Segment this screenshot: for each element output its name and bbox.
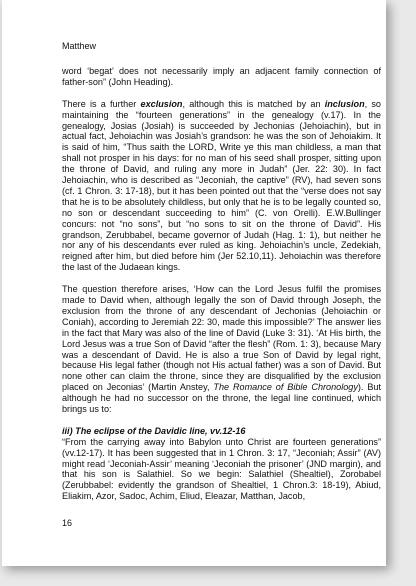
paragraph	[62, 284, 381, 415]
book-page	[2, 0, 386, 566]
text-run: The Romance of Bible Chronology	[213, 382, 358, 393]
text-run: word ‘begat’ does not necessarily imply an adjacent family connection of father-son” (John Heading).	[62, 66, 381, 87]
text-run: There is a further	[62, 98, 141, 109]
paragraph	[62, 99, 381, 274]
section-heading: iii) The eclipse of the Davidic line, vv.12-16	[62, 425, 246, 436]
text-run: inclusion	[324, 98, 365, 109]
text-run: The question therefore arises, ‘How can the Lord Jesus fulfil the promises made to David when, although legally the son of David through Joseph, the exclusion from the throne of any descendant of Jechonias (Jehoiachin or Coniah), according to Jeremiah 22: 30, made this impossible?’ The answer lies in the fact that Mary was also of the line of David (Luke 3: 31). ‘At His birth, the Lord Jesus was a true Son of David “after the flesh” (Rom. 1: 3), because Mary was a descendant of David. He is also a true Son of David by legal right, because His legal father (though not His actual father) was a son of David. But none other can claim the throne, since they are disqualified by the exclusion placed on Jeconias’ (Martin Anstey,	[62, 284, 381, 393]
text-run: exclusion	[140, 98, 183, 109]
paragraph	[62, 66, 381, 88]
text-run: , although this is matched by an	[182, 98, 325, 109]
text-run: , so maintaining the “fourteen generations” in the genealogy (v.17). In the genealogy, Josias (Josiah) is succeeded by Jechonias (Jehoiachin), but in actual fact, Jehoiachin was Josiah’s grandson: he was the son of Jehoiakim. It is said of him, “Thus saith the LORD, Write ye this man childless, a man that shall not prosper in his days: for no man of his seed shall prosper, sitting upon the throne of David, and ruling any more in Judah” (Jer. 22: 30). In fact Jehoiachin, who is described as “Jeconiah, the captive” (RV), had seven sons (cf. 1 Chron. 3: 17-18), but it has been pointed out that the “verse does not say that he is to be absolutely childless, but only that he is to be legally counted so, no son or descendant succeeding to him” (C. von Orelli). E.W.Bullinger concurs: not “no sons”, but “no sons to sit on the throne of David”. His grandson, Zerubbabel, became governor of Judah (Hag. 1: 1), but neither he nor any of his descendants ever ruled as king. Jehoiachin’s uncle, Zedekiah, reigned after him, but died before him (Jer 52.10,11). Jehoiachin was therefore the last of the Judaean kings.	[62, 98, 381, 273]
text-run: ). But although he had no successor on the throne, the legal line continued, which brings us to:	[62, 382, 381, 415]
paragraph-last: “From the carrying away into Babylon unto Christ are fourteen generations” (vv.12-17). It has been suggested that in 1 Chron. 3: 17, “Jeconiah; Assir” (AV) might read ‘Jeconiah-Assir’ meaning ‘Jeconiah the prisoner’ (JND margin), and that his son is Salathiel. So we begin: Salathiel (Shealtiel), Zorobabel (Zerubbabel: evidently the grandson of Shealtiel, 1 Chron.3: 18-19), Abiud, Eliakim, Azor, Sadoc, Achim, Eliud, Eleazar, Matthan, Jacob,	[62, 436, 381, 502]
page-number: 16	[62, 518, 73, 528]
running-header: Matthew	[62, 41, 97, 51]
body-text	[62, 66, 381, 502]
